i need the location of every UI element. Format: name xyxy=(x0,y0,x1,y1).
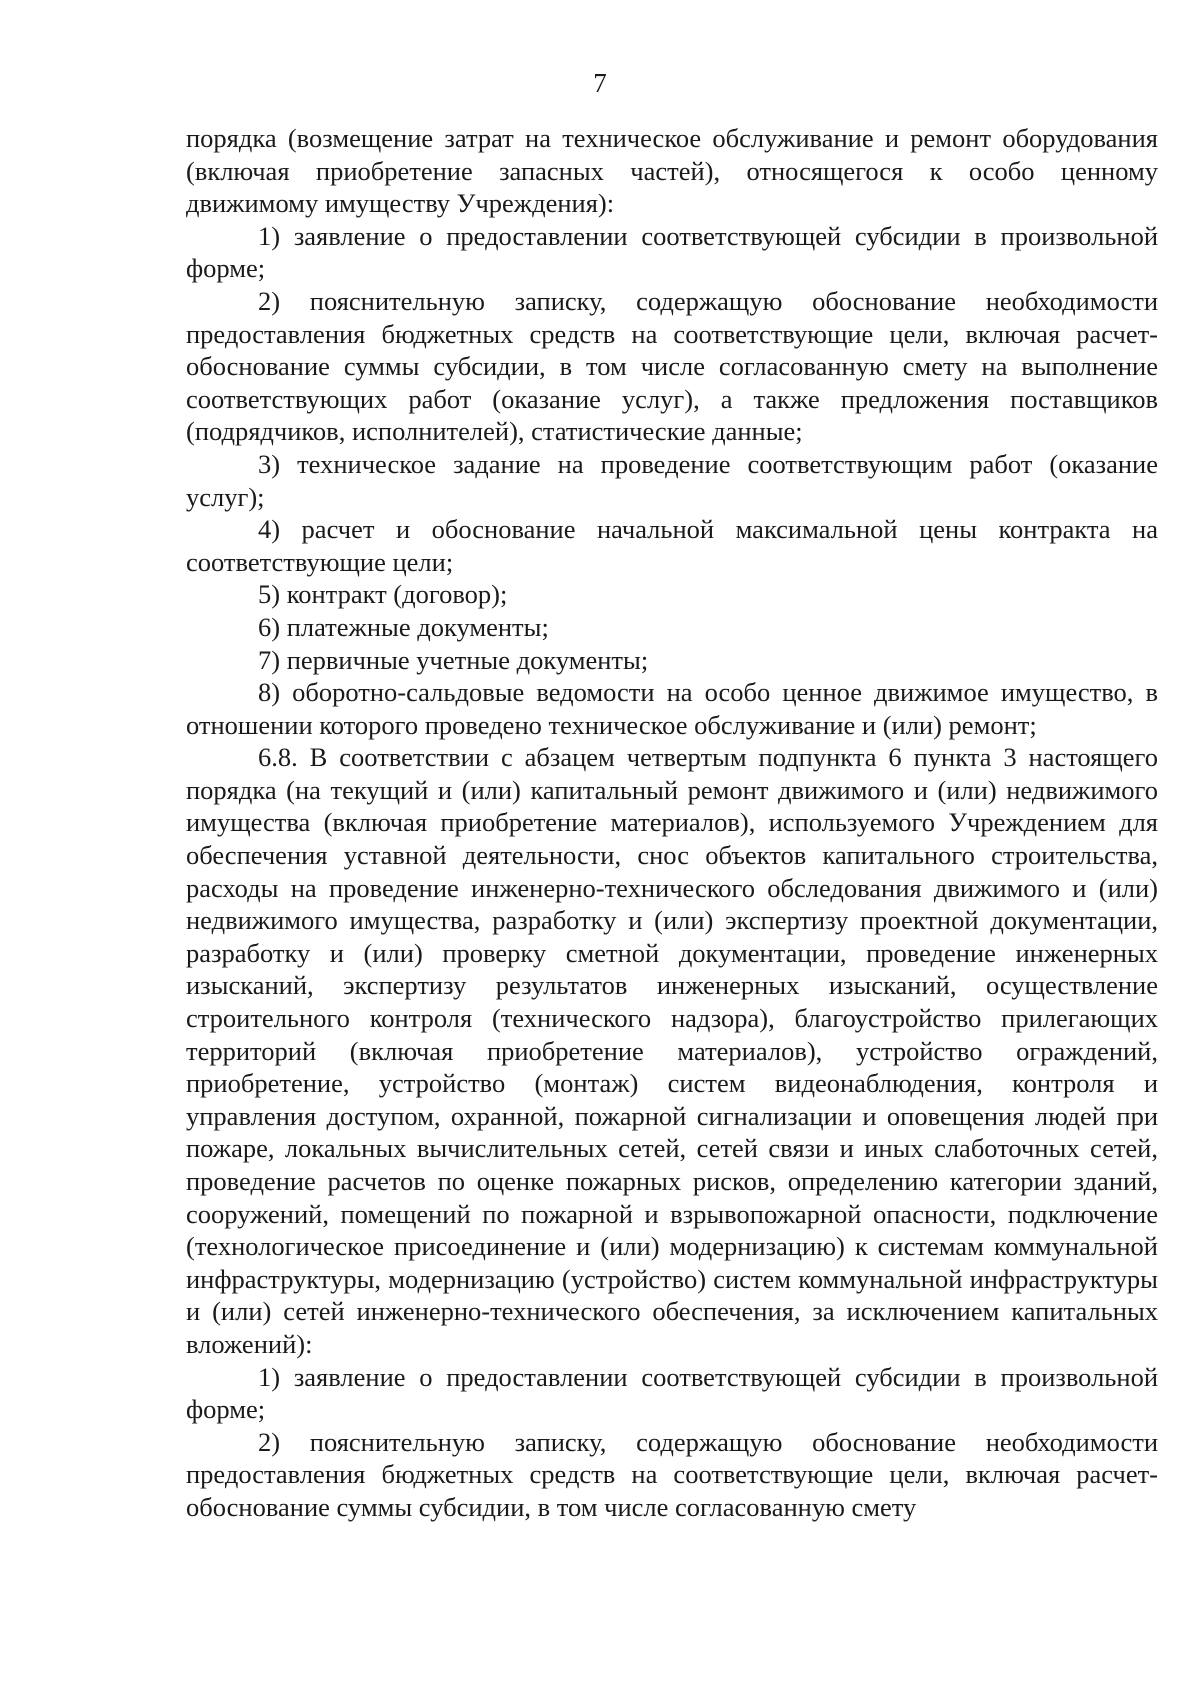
list-item-application: 1) заявление о предоставлении соответствующей субсидии в произвольной форме; xyxy=(186,220,1158,284)
list-item-price-calculation: 4) расчет и обоснование начальной максимальной цены контракта на соответствующие цели; xyxy=(186,514,1158,577)
clause-6-8: 6.8. В соответствии с абзацем четвертым подпункта 6 пункта 3 настоящего порядка (на текущий и (или) капитальный ремонт движимого и (или) недвижимого имущества (включая приобретение материалов), используемого Учреждением для обеспечения уставной деятельности, снос объектов капитального строительства, расходы на проведение инженерно-технического обследования движимого и (или) недвижимого имущества, разработку и (или) экспертизу проектной документации, разработку и (или) проверку сметной документации, проведение инженерных изысканий, экспертизу результатов инженерных изысканий, осуществление строительного контроля (технического надзора), благоустройство прилегающих территорий (включая приобретение материалов), устройство ограждений, приобретение, устройство (монтаж) систем видеонаблюдения, контроля и управления доступом, охранной, пожарной сигнализации и оповещения людей при пожаре, локальных вычислительных сетей, сетей связи и иных слаботочных сетей, проведение расчетов по оценке пожарных рисков, определению категории зданий, сооружений, помещений по пожарной и взрывопожарной опасности, подключение (технологическое присоединение и (или) модернизацию) к системам коммунальной инфраструктуры, модернизацию (устройство) систем коммунальной инфраструктуры и (или) сетей инженерно-технического обеспечения, за исключением капитальных вложений): xyxy=(186,742,1158,1359)
document-body xyxy=(186,122,1158,1524)
page-number: 7 xyxy=(593,68,607,98)
list-item-payment-documents: 6) платежные документы; xyxy=(258,611,549,642)
paragraph-intro-continuation: порядка (возмещение затрат на техническое обслуживание и ремонт оборудования (включая приобретение запасных частей), относящегося к особо ценному движимому имуществу Учреждения): xyxy=(186,123,1158,219)
list-item-technical-task: 3) техническое задание на проведение соответствующим работ (оказание услуг); xyxy=(186,448,1158,512)
list-item-explanatory-note-2: 2) пояснительную записку, содержащую обоснование необходимости предоставления бюджетных средств на соответствующие цели, включая расчет-обоснование суммы субсидии, в том числе согласованную смету xyxy=(186,1426,1158,1522)
list-item-application-2: 1) заявление о предоставлении соответствующей субсидии в произвольной форме; xyxy=(186,1361,1158,1425)
list-item-contract: 5) контракт (договор); xyxy=(258,579,508,610)
list-item-primary-documents: 7) первичные учетные документы; xyxy=(258,644,649,675)
list-item-balance-sheets: 8) оборотно-сальдовые ведомости на особо ценное движимое имущество, в отношении которого проведено техническое обслуживание и (или) ремонт; xyxy=(186,677,1158,740)
list-item-explanatory-note: 2) пояснительную записку, содержащую обоснование необходимости предоставления бюджетных средств на соответствующие цели, включая расчет-обоснование суммы субсидии, в том числе согласованную смету на выполнение соответствующих работ (оказание услуг), а также предложения поставщиков (подрядчиков, исполнителей), статистические данные; xyxy=(186,285,1158,447)
